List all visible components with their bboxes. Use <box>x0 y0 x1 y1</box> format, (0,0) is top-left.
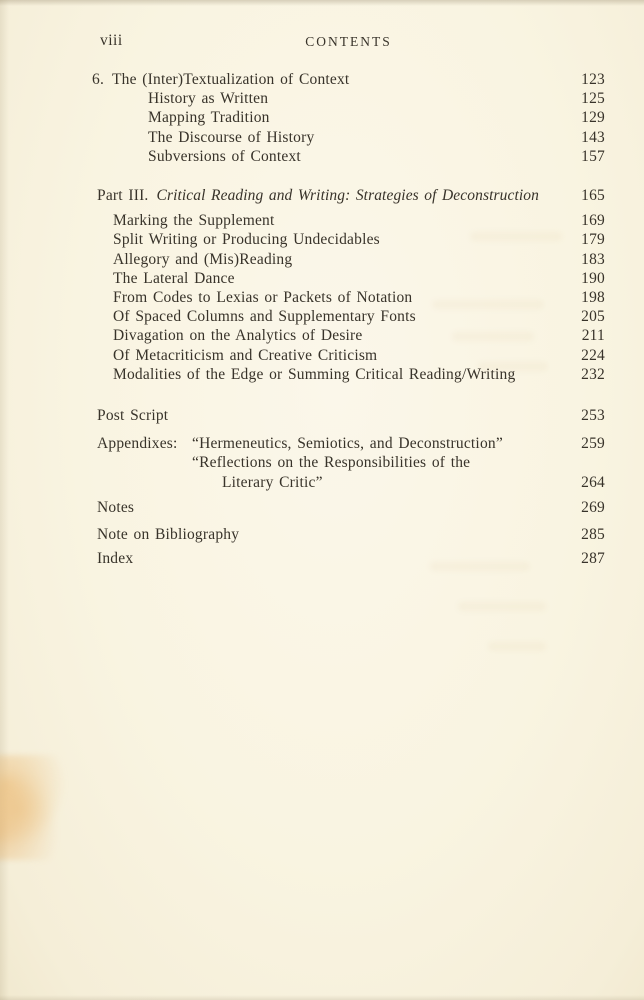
entry-page: 123 <box>581 71 605 88</box>
running-head-title: CONTENTS <box>305 34 392 49</box>
entry-page: 211 <box>581 327 605 345</box>
entry-title: The (Inter)Textualization of Context <box>112 71 350 88</box>
entry-title: Split Writing or Producing Undecidables <box>113 231 380 249</box>
toc-entry-appendixes <box>92 434 605 453</box>
toc-entry-notes <box>92 498 605 517</box>
toc-entry-sub <box>92 346 605 365</box>
toc-entry-sub <box>92 230 605 249</box>
scan-edge-top <box>0 0 644 6</box>
entry-page: 165 <box>581 187 605 205</box>
entry-title: Of Spaced Columns and Supplementary Fonts <box>113 308 416 326</box>
entry-title: From Codes to Lexias or Packets of Notation <box>113 289 413 307</box>
entry-page: 198 <box>581 289 605 307</box>
entry-title: “Reflections on the Responsibilities of the <box>192 454 471 472</box>
toc-entry-sub <box>92 250 605 269</box>
part-title: Critical Reading and Writing: Strategies of Deconstruction <box>156 187 539 205</box>
entry-title: Index <box>97 550 134 568</box>
toc-entry-sub <box>92 365 605 384</box>
entry-page: 224 <box>581 346 605 364</box>
part-label: Part III. <box>97 187 149 205</box>
toc-entry-part <box>92 186 605 205</box>
toc-entry-postscript <box>92 406 605 425</box>
bleed-through-ghost <box>458 602 546 611</box>
entry-title: Notes <box>97 498 135 516</box>
toc-entry-sub <box>92 211 605 230</box>
toc-entry-chapter <box>92 70 605 89</box>
entry-title: Literary Critic” <box>222 473 323 491</box>
scan-edge-bottom <box>0 995 644 1000</box>
entry-page: 169 <box>581 212 605 230</box>
entry-title: Subversions of Context <box>148 147 301 165</box>
entry-page: 183 <box>581 250 605 268</box>
toc-entry-sub <box>92 89 605 108</box>
toc-entry-sub <box>92 108 605 127</box>
table-of-contents <box>92 70 605 568</box>
toc-entry-index <box>92 549 605 568</box>
entry-page: 129 <box>581 109 605 127</box>
appendixes-label: Appendixes: <box>97 435 178 453</box>
entry-page: 179 <box>581 231 605 249</box>
entry-page: 259 <box>581 435 605 453</box>
toc-entry-sub <box>92 269 605 288</box>
entry-title: Post Script <box>97 407 169 425</box>
toc-entry-sub <box>92 147 605 166</box>
page-folio: viii <box>100 32 123 49</box>
entry-page: 143 <box>581 128 605 146</box>
toc-entry-sub <box>92 326 605 345</box>
entry-page: 125 <box>581 90 605 108</box>
entry-title: Note on Bibliography <box>97 526 240 544</box>
entry-page: 285 <box>581 526 605 544</box>
toc-entry-sub <box>92 307 605 326</box>
toc-entry-sub <box>92 288 605 307</box>
entry-title: History as Written <box>148 90 269 108</box>
entry-title: Allegory and (Mis)Reading <box>113 250 293 268</box>
entry-title: Marking the Supplement <box>113 212 275 230</box>
entry-title: “Hermeneutics, Semiotics, and Deconstruction” <box>192 435 503 453</box>
entry-page: 287 <box>581 550 605 568</box>
entry-page: 269 <box>581 498 605 516</box>
toc-entry-bibliography <box>92 525 605 544</box>
entry-page: 253 <box>581 407 605 425</box>
entry-title: Of Metacriticism and Creative Criticism <box>113 346 378 364</box>
entry-title: The Discourse of History <box>148 128 315 146</box>
entry-page: 205 <box>581 308 605 326</box>
toc-entry-appendix-continuation <box>92 473 605 492</box>
toc-entry-sub <box>92 128 605 147</box>
toc-entry-appendix-continuation <box>92 453 605 472</box>
entry-title: Modalities of the Edge or Summing Critical Reading/Writing <box>113 365 516 383</box>
chapter-number: 6. <box>92 71 105 88</box>
foxing-stain <box>0 755 67 860</box>
entry-page: 157 <box>581 147 605 165</box>
entry-page: 232 <box>581 365 605 383</box>
bleed-through-ghost <box>488 642 546 651</box>
running-head <box>92 31 605 53</box>
entry-title: Mapping Tradition <box>148 109 270 127</box>
entry-page: 264 <box>581 473 605 491</box>
entry-title: The Lateral Dance <box>113 269 235 287</box>
entry-page: 190 <box>581 269 605 287</box>
entry-title: Divagation on the Analytics of Desire <box>113 327 363 345</box>
